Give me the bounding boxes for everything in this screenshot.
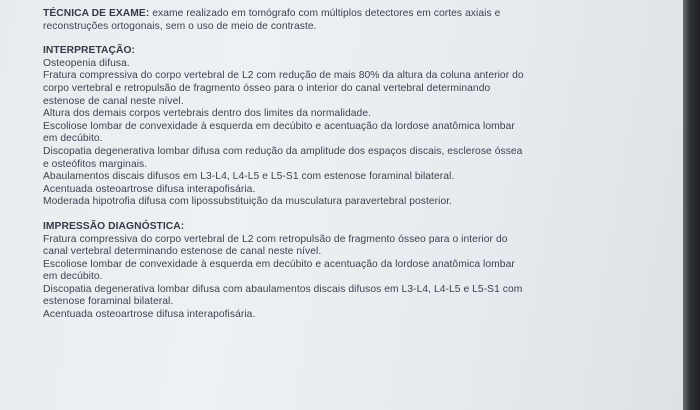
impression-line: Discopatia degenerativa lombar difusa com abaulamentos discais difusos em L3-L4, L4-L5 e L5-S1 com: [43, 283, 523, 295]
impression-item: [43, 309, 643, 322]
finding-line: Acentuada osteoartrose difusa interapofisária.: [43, 183, 256, 195]
technique-text-1: exame realizado em tomógrafo com múltiplos detectores em cortes axiais e: [149, 8, 501, 19]
finding-line: Moderada hipotrofia difusa com lipossubstituição da musculatura paravertebral posterior.: [43, 196, 453, 208]
impression-item: [43, 284, 643, 309]
finding-item: [43, 58, 643, 71]
technique-line-1: [43, 8, 643, 21]
finding-line: Fratura compressiva do corpo vertebral de L2 com redução de mais 80% da altura da coluna anterior do: [43, 70, 524, 82]
finding-line: corpo vertebral e retropulsão de fragmento ósseo para o interior do canal vertebral determinando: [43, 82, 491, 94]
diagnostic-impression-heading: IMPRESSÃO DIAGNÓSTICA:: [43, 220, 185, 232]
diagnostic-impression-section: [43, 221, 643, 322]
impression-line: Escoliose lombar de convexidade à esquerda em decúbito e acentuação da lordose anatômica lombar: [43, 258, 515, 270]
interpretation-heading: INTERPRETAÇÃO:: [43, 45, 136, 57]
finding-line: estenose de canal neste nível.: [43, 95, 184, 107]
finding-line: Abaulamentos discais difusos em L3-L4, L4-L5 e L5-S1 com estenose foraminal bilateral.: [43, 171, 455, 183]
technique-text-2: reconstruções ortogonais, sem o uso de meio de contraste.: [43, 20, 317, 32]
finding-line: Osteopenia difusa.: [43, 57, 130, 69]
photo-background-edge: [683, 0, 700, 410]
impression-line: Fratura compressiva do corpo vertebral de L2 com retropulsão de fragmento ósseo para o interior do: [43, 233, 508, 245]
impression-line: em decúbito.: [43, 271, 103, 283]
finding-item: [43, 70, 643, 108]
impression-line: Acentuada osteoartrose difusa interapofisária.: [43, 309, 256, 321]
finding-line: Escoliose lombar de convexidade à esquerda em decúbito e acentuação da lordose anatômica lombar: [43, 120, 515, 132]
impression-line: canal vertebral determinando estenose de canal neste nível.: [43, 246, 322, 258]
finding-line: em decúbito.: [43, 133, 103, 145]
technique-paragraph: [43, 8, 643, 33]
finding-item: [43, 196, 643, 209]
interpretation-section: [43, 45, 643, 209]
impression-item: [43, 259, 643, 284]
finding-item: [43, 121, 643, 146]
impression-item: [43, 234, 643, 259]
finding-line: Discopatia degenerativa lombar difusa com redução da amplitude dos espaços discais, esclerose óssea: [43, 145, 523, 157]
finding-line: Altura dos demais corpos vertebrais dentro dos limites da normalidade.: [43, 108, 372, 120]
radiology-report: [43, 8, 643, 322]
finding-line: e osteófitos marginais.: [43, 158, 148, 170]
technique-label: TÉCNICA DE EXAME:: [43, 8, 150, 19]
finding-item: [43, 146, 643, 171]
section-spacer: [43, 209, 643, 221]
impression-line: estenose foraminal bilateral.: [43, 296, 174, 308]
finding-item: [43, 108, 643, 121]
finding-item: [43, 171, 643, 184]
finding-item: [43, 184, 643, 197]
